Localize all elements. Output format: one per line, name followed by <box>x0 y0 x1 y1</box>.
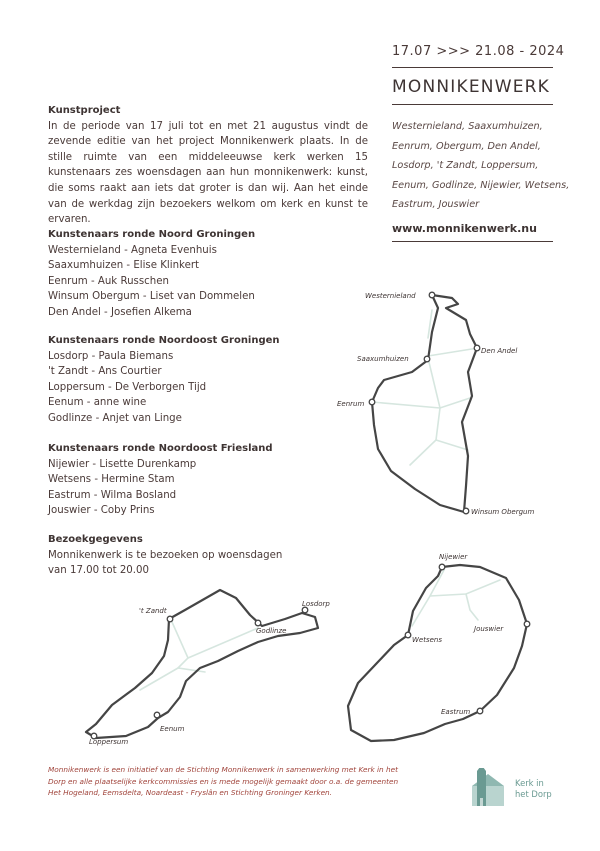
village-list: Westernieland, Saaxumhuizen, Eenrum, Obergum, Den Andel, Losdorp, 't Zandt, Loppersum, Eenum, Godlinze, Nijewier, Wetsens, Eastrum, Jouswier <box>392 121 570 210</box>
map-label: Loppersum <box>89 738 129 746</box>
footer-line: Dorp en alle plaatselijke kerkcommissies en is mede mogelijk gemaakt door o.a. de gemeenten <box>48 776 399 786</box>
list-item: Eenum - anne wine <box>48 397 147 409</box>
map-dot <box>474 345 480 351</box>
map-dot <box>405 632 411 638</box>
round-heading: Kunstenaars ronde Noordoost Friesland <box>48 443 273 454</box>
map-noord-groningen <box>330 280 570 525</box>
map-dot <box>154 712 160 718</box>
list-item: Eastrum - Wilma Bosland <box>48 489 177 501</box>
project-heading: Kunstproject <box>48 105 121 116</box>
visit-days: Monnikenwerk is te bezoeken op woensdagen <box>48 549 283 561</box>
footer-line: Het Hogeland, Eemsdelta, Noardeast - Fryslân en Stichting Groninger Kerken. <box>48 788 332 797</box>
map-dot <box>463 508 469 514</box>
map-dot <box>524 621 530 627</box>
map-label: Saaxumhuizen <box>357 355 409 363</box>
map-label: Jouswier <box>474 625 504 633</box>
round-heading: Kunstenaars ronde Noord Groningen <box>48 229 256 240</box>
map-label: Godlinze <box>256 627 287 635</box>
map-dot <box>439 564 445 570</box>
project-text: In de periode van 17 juli tot en met 21 augustus vindt de zevende editie van het project Monnikenwerk plaats. In de stille ruimte van een middeleeuwse kerk werken 15 kunstenaars zes woensdagen aan hun monnikenwerk: kunst, die soms raakt aan iets dat groter is dan wij. Aan het einde van de werkdag zijn bezoekers welkom om kerk en kunst te ervaren. <box>48 120 368 226</box>
map-label: Losdorp <box>302 600 330 608</box>
map-noordoost-friesland <box>335 545 540 745</box>
map-label: Eenum <box>160 725 185 733</box>
visit-heading: Bezoekgegevens <box>48 534 143 545</box>
round-noordoost-groningen <box>48 333 368 427</box>
map-route <box>86 590 318 738</box>
project-section <box>48 103 368 228</box>
map-dot <box>477 708 483 714</box>
map-dot <box>429 292 435 298</box>
map-inner-road <box>410 408 440 465</box>
round-noord-groningen <box>48 227 368 321</box>
map-inner-road <box>430 580 500 596</box>
map-dot <box>369 399 375 405</box>
map-label: Eenrum <box>337 400 365 408</box>
map-label: Wetsens <box>412 636 443 644</box>
map-inner-road <box>428 348 478 356</box>
visit-section <box>48 532 368 579</box>
list-item: Godlinze - Anjet van Linge <box>48 412 182 424</box>
map-dot <box>302 607 308 613</box>
list-item: Nijewier - Lisette Durenkamp <box>48 458 197 470</box>
header-divider-top <box>392 67 553 68</box>
map-label: Eastrum <box>441 708 471 716</box>
map-label: Winsum Obergum <box>471 508 535 516</box>
round-noordoost-friesland <box>48 441 368 519</box>
logo-line: Kerk in <box>515 778 544 788</box>
list-item: Jouswier - Coby Prins <box>48 505 155 517</box>
visit-hours: van 17.00 tot 20.00 <box>48 565 149 577</box>
footer-credits <box>48 764 448 799</box>
map-inner-road <box>428 358 440 408</box>
church-logo-icon <box>469 768 509 808</box>
event-dates: 17.07 >>> 21.08 - 2024 <box>392 44 565 59</box>
website-divider <box>392 241 553 242</box>
footer-line: Monnikenwerk is een initiatief van de Stichting Monnikenwerk in samenwerking met Kerk in het <box>48 765 398 774</box>
map-label: 't Zandt <box>139 607 167 615</box>
list-item: Westernieland - Agneta Evenhuis <box>48 244 217 256</box>
list-item: Saaxumhuizen - Elise Klinkert <box>48 260 200 272</box>
round-heading: Kunstenaars ronde Noordoost Groningen <box>48 335 280 346</box>
list-item: Winsum Obergum - Liset van Dommelen <box>48 291 255 303</box>
list-item: Den Andel - Josefien Alkema <box>48 306 192 318</box>
map-inner-road <box>188 628 258 658</box>
logo-text <box>515 778 552 800</box>
list-item: Losdorp - Paula Biemans <box>48 350 174 362</box>
website-link[interactable]: www.monnikenwerk.nu <box>392 222 537 235</box>
map-route <box>348 565 527 741</box>
map-dot <box>424 356 430 362</box>
list-item: Eenrum - Auk Russchen <box>48 275 169 287</box>
map-dot <box>255 620 261 626</box>
header-divider-bottom <box>392 104 553 105</box>
logo-line: het Dorp <box>515 789 552 799</box>
page-title: MONNIKENWERK <box>392 77 551 97</box>
map-inner-road <box>172 622 188 668</box>
map-label: Nijewier <box>439 553 468 561</box>
list-item: Loppersum - De Verborgen Tijd <box>48 381 207 393</box>
map-inner-road <box>372 398 470 408</box>
map-inner-road <box>412 570 444 626</box>
map-label: Westernieland <box>365 292 416 300</box>
list-item: 't Zandt - Ans Courtier <box>48 366 162 378</box>
list-item: Wetsens - Hermine Stam <box>48 474 175 486</box>
map-inner-road <box>436 440 468 450</box>
map-inner-road <box>466 594 478 620</box>
map-dot <box>167 616 173 622</box>
map-label: Den Andel <box>481 347 518 355</box>
map-noordoost-groningen <box>80 575 330 750</box>
